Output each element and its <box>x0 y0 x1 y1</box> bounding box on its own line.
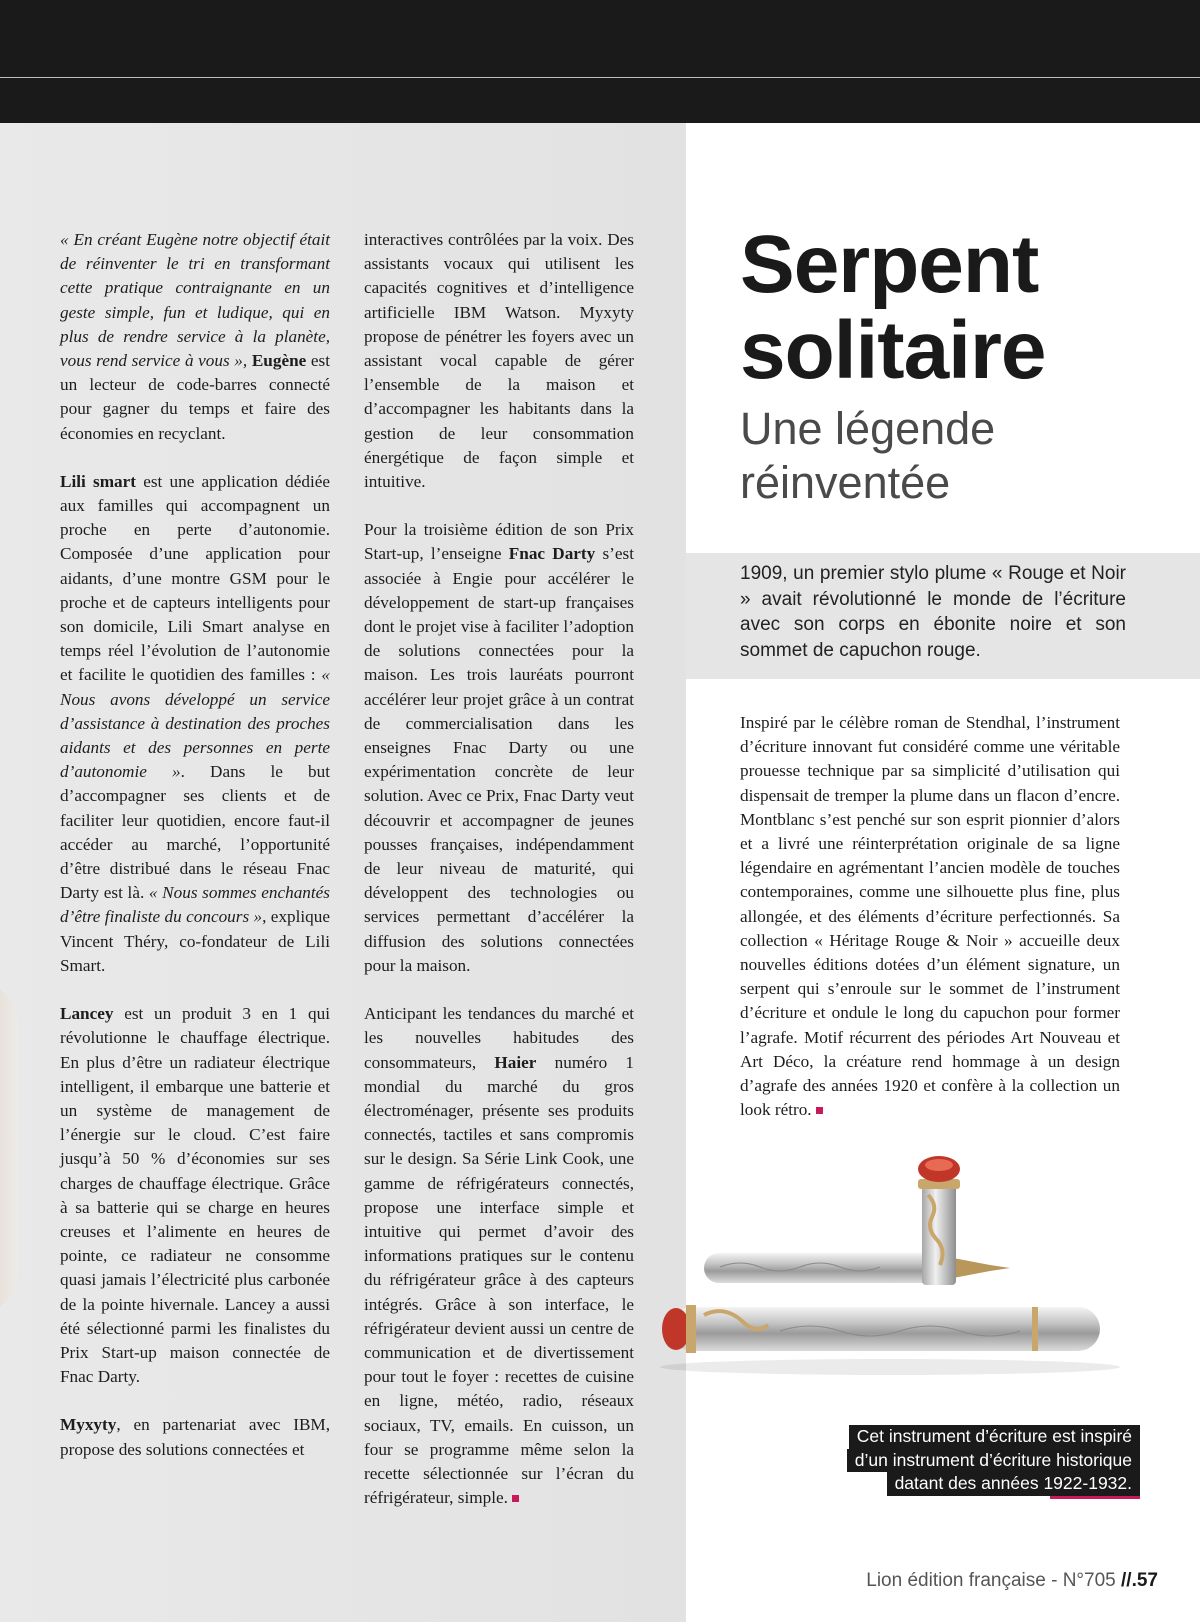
end-of-article-mark-2 <box>816 1107 823 1114</box>
text-haier-1: Anticipant les tendances du marché et les nouvelles habitudes des consommateurs, <box>364 1004 634 1072</box>
figure-edge-image <box>0 983 18 1313</box>
text-lili-1: est une application dédiée aux familles qui accompagnent un proche en perte d’autonomie. Composée d’une application pour aidants, d’une montre GSM pour le proche et de capteurs intelligents pour son domicile, Lili Smart analyse en temps réel l’évolution de l’autonomie et facilite le quotidien des familles : <box>60 471 330 685</box>
caption-line-3: datant des années 1922-1932. <box>887 1472 1140 1496</box>
caption-line-2: d’un instrument d’écriture historique <box>847 1449 1140 1473</box>
subtitle-line-1: Une légende <box>740 403 996 454</box>
quote-eugene: « En créant Eugène notre objectif était de réinventer le tri en transformant cette pratique contraignante en un geste simple, fun et ludique, qui en plus de rendre service à la planète, vous rend service à vous », <box>60 230 330 371</box>
quote-lili-2: « Nous sommes enchantés d’être finaliste du concours » <box>60 883 330 927</box>
page-footer <box>866 1570 1158 1592</box>
name-myxyty: Myxyty <box>60 1415 117 1435</box>
fountain-pens-image <box>660 1155 1160 1405</box>
article-body <box>740 711 1120 1122</box>
text-fnac-2: s’est associée à Engie pour accélérer le développement de start-up françaises dont le projet vise à faciliter l’adoption de solutions connectées pour la maison. Les trois lauréats pourront accélérer leur projet grâce à un contrat de commercialisation dans les enseignes Fnac Darty ou une expérimentation concrète de leur solution. Avec ce Prix, Fnac Darty veut découvrir et accompagner de jeunes pousses françaises, indépendamment de leur niveau de maturité, qui développent des technologies ou services permettant d’accélérer la diffusion des solutions connectées pour la maison. <box>364 544 634 975</box>
text-lili-2: . Dans le but d’accompagner ses clients et de faciliter leur quotidien, encore faut-il accéder au marché, l’opportunité d’être distribué dans le réseau Fnac Darty est là. <box>60 762 330 903</box>
footer-separator: // <box>1121 1570 1132 1591</box>
name-haier: Haier <box>494 1052 537 1072</box>
title-line-2: solitaire <box>740 305 1046 396</box>
text-lili-3: , explique Vincent Théry, co-fondateur de Lili Smart. <box>60 907 330 975</box>
image-caption <box>847 1425 1140 1496</box>
text-column-1 <box>60 228 330 1486</box>
name-lancey: Lancey <box>60 1004 114 1024</box>
paragraph-eugene <box>60 228 330 446</box>
name-eugene: Eugène <box>251 351 307 371</box>
caption-accent-bar <box>1050 1496 1140 1499</box>
pen-cap-icon <box>918 1156 960 1285</box>
quote-lili-1: « Nous avons développé un service d’assistance à destination des proches aidants et des personnes en perte d’autonomie » <box>60 665 330 782</box>
top-band-rule <box>0 77 1200 78</box>
paragraph-lancey <box>60 1002 330 1389</box>
name-fnac-darty: Fnac Darty <box>508 544 596 564</box>
paragraph-myxyty <box>60 1413 330 1461</box>
paragraph-lili-smart <box>60 470 330 978</box>
subtitle-line-2: réinventée <box>740 457 951 508</box>
text-column-2 <box>364 228 634 1534</box>
top-black-band <box>0 0 1200 123</box>
name-lili-smart: Lili smart <box>60 471 136 491</box>
text-haier-2: numéro 1 mondial du marché du gros électroménager, présente ses produits connectés, tactiles et sans compromis sur le design. Sa Série Link Cook, une gamme de réfrigérateurs connectés, propose une interface simple et intuitive qui permet d’avoir des informations pratiques sur le contenu du réfrigérateur grâce à des capteurs intégrés. Grâce à son interface, le réfrigérateur devient aussi un centre de communication et de divertissement pour tout le foyer : recettes de cuisine en ligne, météo, radio, réseaux sociaux, TV, emails. En cuisson, un four se programme même selon la recette sélectionnée sur l’écran du réfrigérateur, simple. <box>364 1052 634 1508</box>
article-subtitle <box>740 402 1180 510</box>
paragraph-fnac-darty <box>364 518 634 978</box>
caption-line-1: Cet instrument d’écriture est inspiré <box>849 1425 1140 1449</box>
page-number: .57 <box>1131 1570 1158 1591</box>
text-fnac-1: Pour la troisième édition de son Prix Start-up, l’enseigne <box>364 520 634 564</box>
article-title <box>740 219 1046 396</box>
article-body-text: Inspiré par le célèbre roman de Stendhal, l’instrument d’écriture innovant fut considéré comme une véritable prouesse technique par sa simplicité d’utilisation qui dispensait de tremper la plume dans un flacon d’encre. Montblanc s’est penché sur son esprit pionnier d’alors et a livré une réinterprétation originale de sa ligne légendaire en agrémentant l’ancien modèle de touches contemporaines, comme une silhouette plus fine, plus allongée, et des éléments d’écriture perfectionnés. Sa collection « Héritage Rouge & Noir » accueille deux nouvelles éditions dotées d’un élément signature, un serpent qui s’enroule sur le sommet de l’instrument d’écriture et ondule le long du capuchon pour former l’agrafe. Motif récurrent des périodes Art Nouveau et Art Déco, la créature rend hommage à un design d’agrafe des années 1920 et confère à la collection un look rétro. <box>740 713 1120 1120</box>
publication-name: Lion édition française - N°705 <box>866 1570 1116 1591</box>
text-eugene: est un lecteur de code-barres connecté pour gagner du temps et faire des économies en recyclant. <box>60 351 331 443</box>
text-lancey: est un produit 3 en 1 qui révolutionne le chauffage électrique. En plus d’être un radiateur électrique intelligent, il embarque une batterie et un système de management de l’énergie sur le cloud. C’est faire jusqu’à 50 % d’économies sur ses charges de chauffage électrique. Grâce à sa batterie qui se charge en heures creuses et l’alimente en heures de pointe, ce radiateur ne consomme quasi jamais l’électricité plus carbonée de la pointe hivernale. Lancey a aussi été sélectionné parmi les finalistes du Prix Start-up maison connectée de Fnac Darty. <box>60 1004 330 1387</box>
title-line-1: Serpent <box>740 219 1039 310</box>
pen-upper-icon <box>704 1253 1010 1283</box>
paragraph-haier <box>364 1002 634 1510</box>
article-intro: 1909, un premier stylo plume « Rouge et Noir » avait révolutionné le monde de l’écriture avec son corps en ébonite noire et son sommet de capuchon rouge. <box>740 563 1126 661</box>
pen-lower-icon <box>662 1305 1100 1353</box>
text-myxyty: , en partenariat avec IBM, propose des solutions connectées et <box>60 1415 330 1459</box>
paragraph-myxyty-cont: interactives contrôlées par la voix. Des assistants vocaux qui utilisent les capacités cognitives et d’intelligence artificielle IBM Watson. Myxyty propose de pénétrer les foyers avec un assistant vocal capable de gérer l’ensemble de la maison et d’accompagner les habitants dans la gestion de leur consommation énergétique de façon simple et intuitive. <box>364 230 634 492</box>
end-of-article-mark <box>512 1495 519 1502</box>
